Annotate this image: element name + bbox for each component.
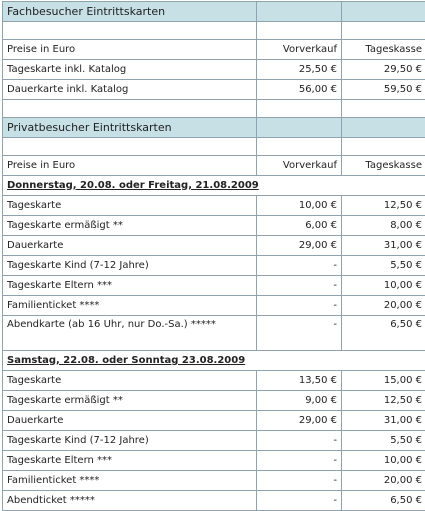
table-row: Familienticket **** - 20,00 € (3, 471, 425, 491)
spacer-row (3, 100, 425, 118)
column-header-row (3, 156, 425, 176)
day-heading-row (3, 351, 425, 371)
table-row: Tageskarte Eltern *** - 10,00 € (3, 451, 425, 471)
table-row: Dauerkarte 29,00 € 31,00 € (3, 411, 425, 431)
day-heading-row (3, 176, 425, 196)
column-header-row (3, 40, 425, 60)
table-row: Dauerkarte inkl. Katalog 56,00 € 59,50 € (3, 80, 425, 100)
table-row: Tageskarte Kind (7-12 Jahre) - 5,50 € (3, 431, 425, 451)
table-row: Tageskarte 10,00 € 12,50 € (3, 196, 425, 216)
table-row: Tageskarte Eltern *** - 10,00 € (3, 276, 425, 296)
header-label: Preise in Euro (3, 40, 257, 60)
header-vorverkauf: Vorverkauf (257, 156, 342, 176)
spacer-row (3, 138, 425, 156)
header-vorverkauf: Vorverkauf (257, 40, 342, 60)
table-row: Dauerkarte 29,00 € 31,00 € (3, 236, 425, 256)
header-label: Preise in Euro (3, 156, 257, 176)
spacer-row (3, 22, 425, 40)
table-row: Tageskarte ermäßigt ** 9,00 € 12,50 € (3, 391, 425, 411)
header-tageskasse: Tageskasse (342, 40, 425, 60)
section-title: Privatbesucher Eintrittskarten (3, 118, 257, 138)
price-table (2, 1, 425, 511)
day-heading: Donnerstag, 20.08. oder Freitag, 21.08.2009 (3, 176, 425, 196)
price-page (0, 1, 425, 501)
table-row: Tageskarte inkl. Katalog 25,50 € 29,50 € (3, 60, 425, 80)
section-title: Fachbesucher Eintrittskarten (3, 2, 257, 22)
table-row: Tageskarte ermäßigt ** 6,00 € 8,00 € (3, 216, 425, 236)
table-row: Abendticket ***** - 6,50 € (3, 491, 425, 511)
section-header-fachbesucher (3, 2, 425, 22)
section-header-privatbesucher (3, 118, 425, 138)
header-tageskasse: Tageskasse (342, 156, 425, 176)
table-row: Abendkarte (ab 16 Uhr, nur Do.-Sa.) ***** - 6,50 € (3, 316, 425, 351)
table-row: Familienticket **** - 20,00 € (3, 296, 425, 316)
table-row: Tageskarte Kind (7-12 Jahre) - 5,50 € (3, 256, 425, 276)
day-heading: Samstag, 22.08. oder Sonntag 23.08.2009 (3, 351, 425, 371)
table-row: Tageskarte 13,50 € 15,00 € (3, 371, 425, 391)
